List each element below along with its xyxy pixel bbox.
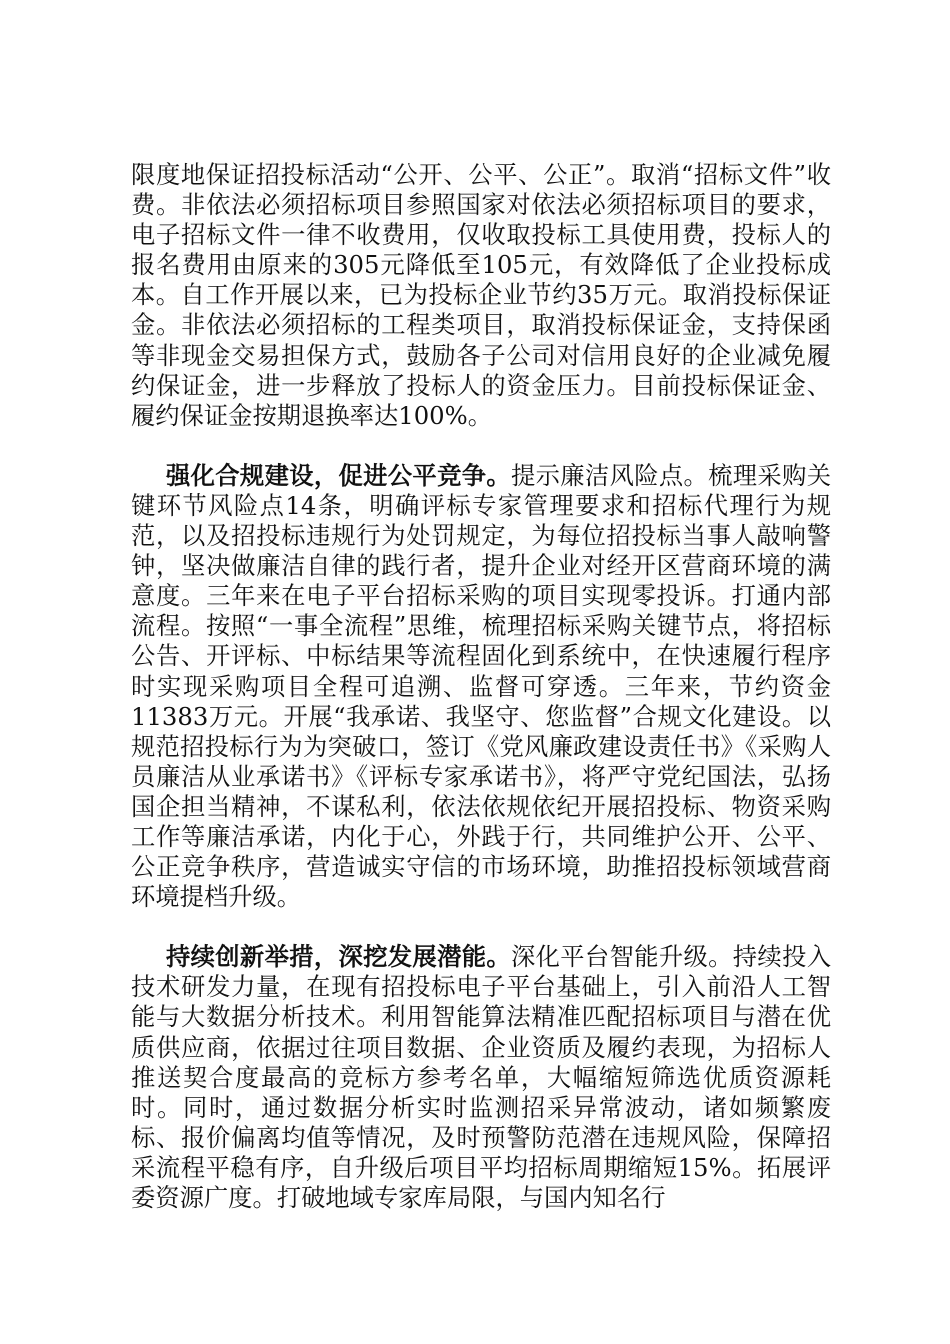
paragraph-2-text: 提示廉洁风险点。梳理采购关键环节风险点14条，明确评标专家管理要求和招标代理行为规范，以及招投标违规行为处罚规定，为每位招投标当事人敲响警钟，坚决做廉洁自律的践行者，提升企业对经开区营商环境的满意度。三年来在电子平台招标采购的项目实现零投诉。打通内部流程。按照“一事全流程”思维，梳理招标采购关键节点，将招标公告、开评标、中标结果等流程固化到系统中，在快速履行程序时实现采购项目全程可追溯、监督可穿透。三年来，节约资金11383万元。开展“我承诺、我坚守、您监督”合规文化建设。以规范招投标行为为突破口，签订《党风廉政建设责任书》《采购人员廉洁从业承诺书》《评标专家承诺书》，将严守党纪国法，弘扬国企担当精神，不谋私利，依法依规依纪开展招投标、物资采购工作等廉洁承诺，内化于心，外践于行，共同维护公开、公平、公正竞争秩序，营造诚实守信的市场环境，助推招投标领域营商环境提档升级。 — [131, 460, 832, 912]
paragraph-3-heading: 持续创新举措，深挖发展潜能。 — [166, 942, 511, 972]
paragraph-spacer — [131, 431, 831, 461]
paragraph-3 — [131, 942, 831, 1213]
paragraph-spacer — [131, 912, 831, 942]
paragraph-2 — [131, 461, 831, 912]
paragraph-3-text: 深化平台智能升级。持续投入技术研发力量，在现有招投标电子平台基础上，引入前沿人工智能与大数据分析技术。利用智能算法精准匹配招标项目与潜在优质供应商，依据过往项目数据、企业资质及履约表现，为招标人推送契合度最高的竞标方参考名单，大幅缩短筛选优质资源耗时。同时，通过数据分析实时监测招采异常波动，诸如频繁废标、报价偏离均值等情况，及时预警防范潜在违规风险，保障招采流程平稳有序，自升级后项目平均招标周期缩短15%。拓展评委资源广度。打破地域专家库局限，与国内知名行 — [131, 942, 832, 1212]
document-page — [131, 160, 831, 1213]
paragraph-1-text: 限度地保证招投标活动“公开、公平、公正”。取消“招标文件”收费。非依法必须招标项目参照国家对依法必须招标项目的要求，电子招标文件一律不收费用，仅收取投标工具使用费，投标人的报名费用由原来的305元降低至105元，有效降低了企业投标成本。自工作开展以来，已为投标企业节约35万元。取消投标保证金。非依法必须招标的工程类项目，取消投标保证金，支持保函等非现金交易担保方式，鼓励各子公司对信用良好的企业减免履约保证金，进一步释放了投标人的资金压力。目前投标保证金、履约保证金按期退换率达100%。 — [131, 160, 831, 430]
paragraph-1 — [131, 160, 831, 431]
paragraph-2-heading: 强化合规建设，促进公平竞争。 — [166, 460, 511, 490]
